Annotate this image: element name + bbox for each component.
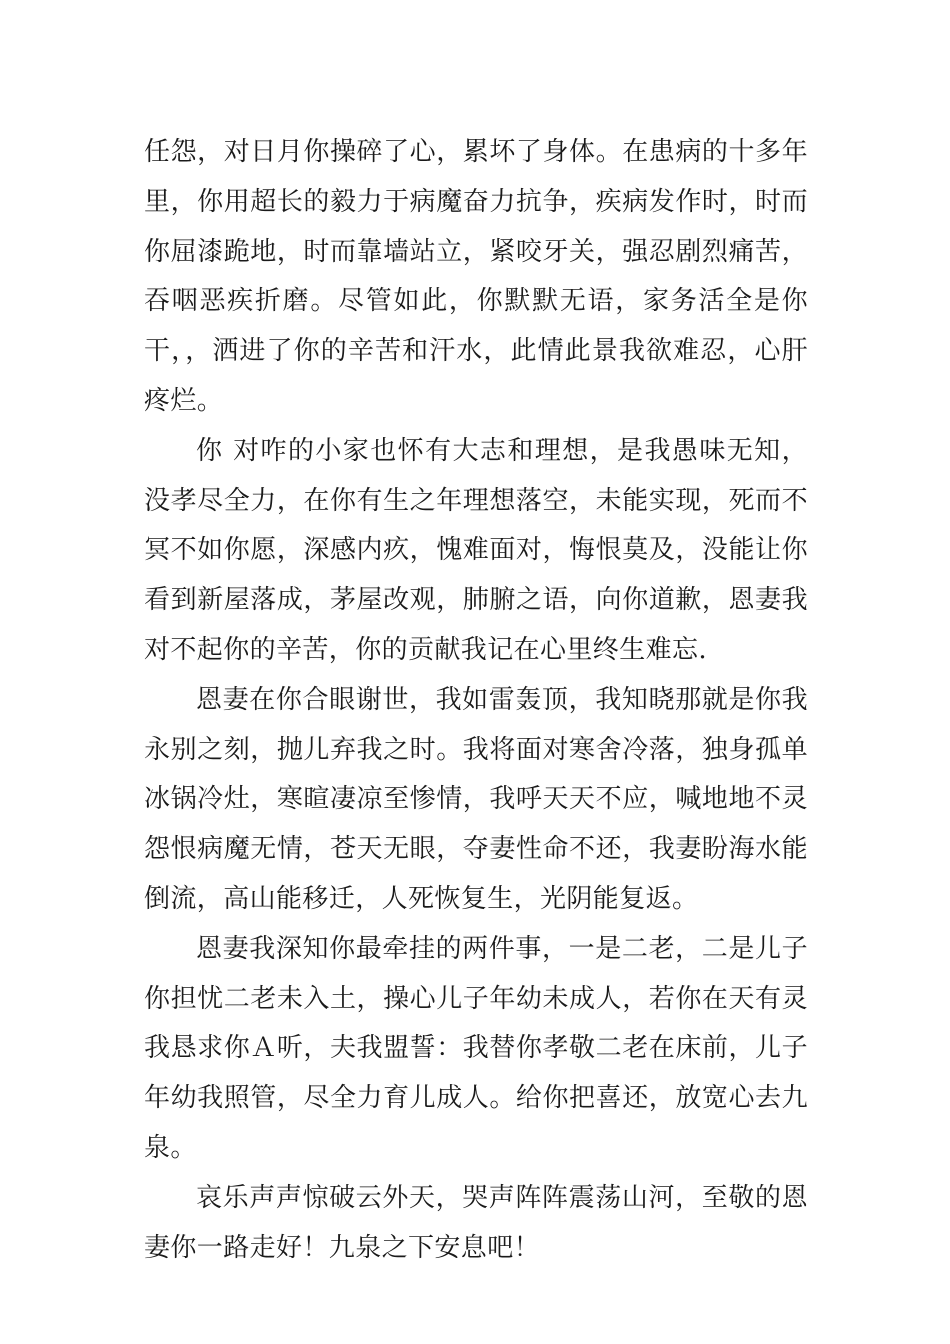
document-body bbox=[144, 128, 808, 1273]
paragraph-4: 恩妻我深知你最牵挂的两件事，一是二老，二是儿子你担忧二老未入土，操心儿子年幼未成人，若你在天有灵我恳求你Ａ听，夫我盟誓：我替你孝敬二老在床前，儿子年幼我照管，尽全力育儿成人。给你把喜还，放宽心去九泉。 bbox=[144, 933, 808, 1163]
paragraph-1: 任怨，对日月你操碎了心，累坏了身体。在患病的十多年里，你用超长的毅力于病魔奋力抗争，疾病发作时，时而你屈漆跪地，时而靠墙站立，紧咬牙关，强忍剧烈痛苦，吞咽恶疾折磨。尽管如此，你默默无语，家务活全是你干，，洒进了你的辛苦和汗水，此情此景我欲难忍，心肝疼烂。 bbox=[144, 137, 808, 416]
paragraph-2: 你 对咋的小家也怀有大志和理想，是我愚味无知，没孝尽全力，在你有生之年理想落空，未能实现，死而不冥不如你愿，深感内疚，愧难面对，悔恨莫及，没能让你看到新屋落成，茅屋改观，肺腑之语，向你道歉，恩妻我对不起你的辛苦，你的贡献我记在心里终生难忘. bbox=[144, 435, 808, 665]
paragraph-3: 恩妻在你合眼谢世，我如雷轰顶，我知晓那就是你我永别之刻，抛儿弃我之时。我将面对寒舍冷落，独身孤单冰锅冷灶，寒暄凄凉至惨情，我呼天天不应，喊地地不灵怨恨病魔无情，苍天无眼，夺妻性命不还，我妻盼海水能倒流，高山能移迁，人死恢复生，光阴能复返。 bbox=[144, 684, 808, 914]
paragraph-5: 哀乐声声惊破云外天，哭声阵阵震荡山河，至敬的恩妻你一路走好！九泉之下安息吧！ bbox=[144, 1182, 808, 1263]
